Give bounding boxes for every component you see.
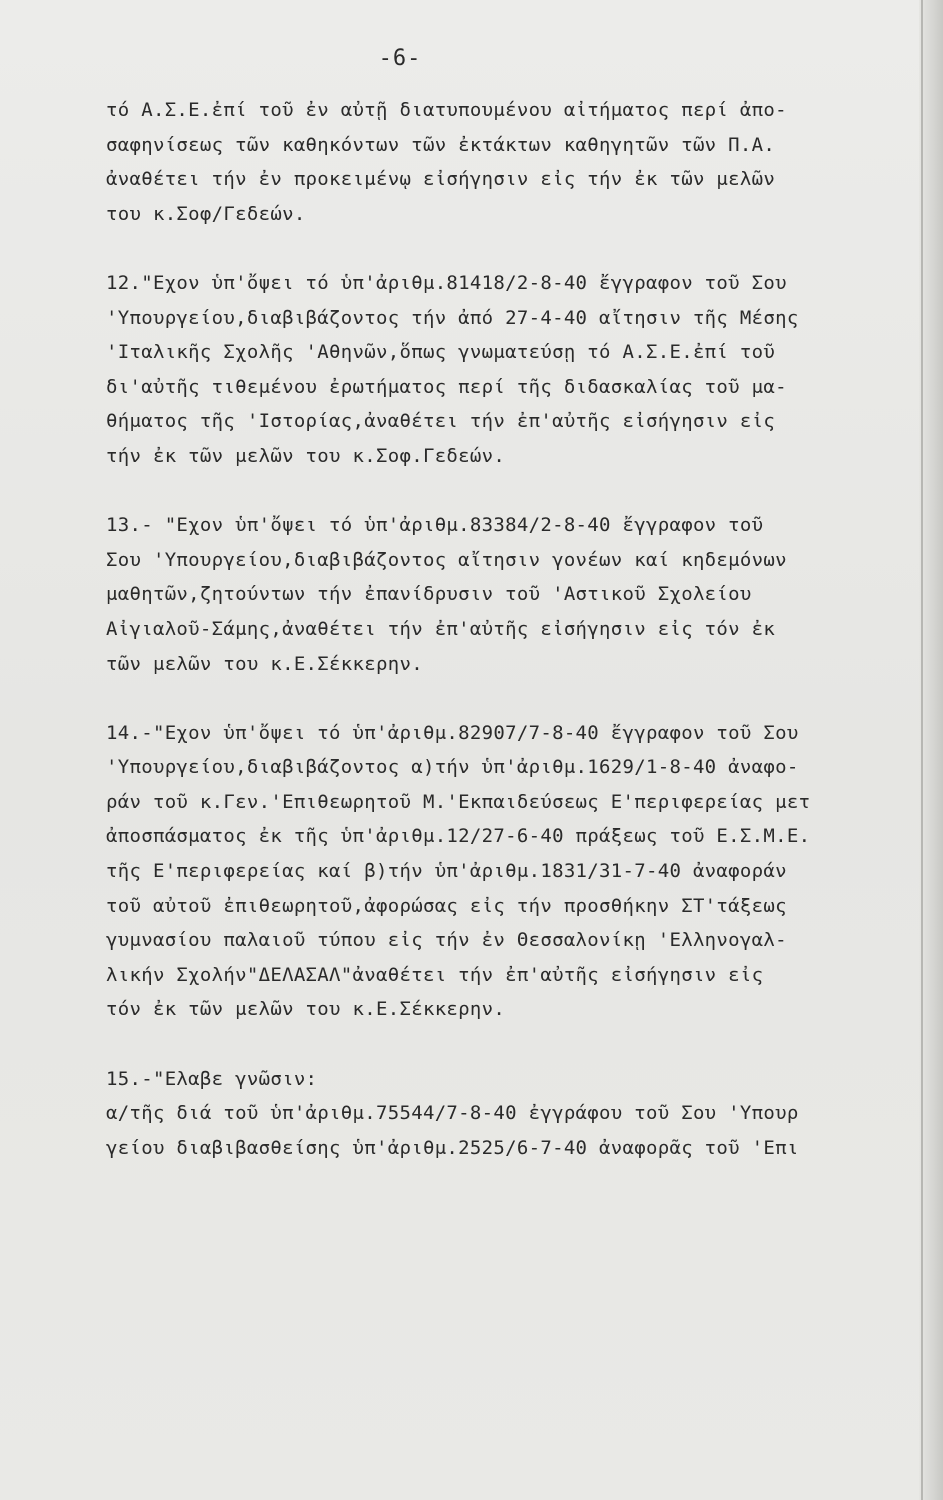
text-line: 'Υπουργείου,διαβιβάζοντος α)τήν ὑπ'ἀριθμ.1629/1-8-40 ἀναφο-	[106, 756, 799, 779]
text-line: θήματος τῆς 'Ιστορίας,ἀναθέτει τήν ἐπ'αὐτῆς εἰσήγησιν εἰς	[106, 410, 776, 433]
paragraph-gap	[106, 1027, 906, 1062]
paragraph-gap	[106, 231, 906, 266]
page-edge-line	[921, 0, 923, 1500]
text-line: ἀποσπάσματος ἐκ τῆς ὑπ'ἀριθμ.12/27-6-40 πράξεως τοῦ Ε.Σ.Μ.Ε.	[106, 825, 811, 848]
text-line: ράν τοῦ κ.Γεν.'Επιθεωρητοῦ Μ.'Εκπαιδεύσεως Ε'περιφερείας μετ	[106, 790, 811, 813]
text-line: μαθητῶν,ζητούντων τήν ἐπανίδρυσιν τοῦ 'Αστικοῦ Σχολείου	[106, 583, 752, 606]
text-line: γυμνασίου παλαιοῦ τύπου εἰς τήν ἐν Θεσσαλονίκῃ 'Ελληνογαλ-	[106, 929, 787, 952]
text-line: δι'αὐτῆς τιθεμένου ἐρωτήματος περί τῆς διδασκαλίας τοῦ μα-	[106, 375, 787, 398]
text-line: 12."Εχον ὑπ'ὄψει τό ὑπ'ἀριθμ.81418/2-8-40 ἔγγραφον τοῦ Σου	[106, 271, 787, 294]
text-line: τοῦ αὐτοῦ ἐπιθεωρητοῦ,ἀφορώσας εἰς τήν προσθήκην ΣΤ'τάξεως	[106, 894, 787, 917]
text-line: 15.-"Ελαβε γνῶσιν:	[106, 1067, 318, 1090]
text-line: λικήν Σχολήν"ΔΕΛΑΣΑΛ"ἀναθέτει τήν ἐπ'αὐτῆς εἰσήγησιν εἰς	[106, 963, 764, 986]
page-number: -6-	[378, 46, 422, 71]
typewritten-text-block	[106, 93, 906, 1165]
text-line: 'Υπουργείου,διαβιβάζοντος τήν ἀπό 27-4-40 αἴτησιν τῆς Μέσης	[106, 306, 799, 329]
text-line: τόν ἐκ τῶν μελῶν του κ.Ε.Σέκκερην.	[106, 998, 506, 1021]
text-line: τῆς Ε'περιφερείας καί β)τήν ὑπ'ἀριθμ.1831/31-7-40 ἀναφοράν	[106, 860, 787, 883]
text-line: 'Ιταλικῆς Σχολῆς 'Αθηνῶν,ὅπως γνωματεύσῃ τό Α.Σ.Ε.ἐπί τοῦ	[106, 341, 776, 364]
text-line: α/τῆς διά τοῦ ὑπ'ἀριθμ.75544/7-8-40 ἐγγράφου τοῦ Σου 'Υπουρ	[106, 1102, 799, 1125]
paragraph-gap	[106, 681, 906, 716]
text-line: τῶν μελῶν του κ.Ε.Σέκκερην.	[106, 652, 423, 675]
paragraph-gap	[106, 474, 906, 509]
text-line: σαφηνίσεως τῶν καθηκόντων τῶν ἐκτάκτων καθηγητῶν τῶν Π.Α.	[106, 133, 776, 156]
text-line: Σου 'Υπουργείου,διαβιβάζοντος αἴτησιν γονέων καί κηδεμόνων	[106, 548, 787, 571]
text-line: του κ.Σοφ/Γεδεών.	[106, 202, 306, 225]
text-line: Αἰγιαλοῦ-Σάμης,ἀναθέτει τήν ἐπ'αὐτῆς εἰσήγησιν εἰς τόν ἐκ	[106, 617, 776, 640]
text-line: 13.- "Εχον ὑπ'ὄψει τό ὑπ'ἀριθμ.83384/2-8-40 ἔγγραφον τοῦ	[106, 514, 764, 537]
text-line: τήν ἐκ τῶν μελῶν του κ.Σοφ.Γεδεών.	[106, 444, 506, 467]
text-line: γείου διαβιβασθείσης ὑπ'ἀριθμ.2525/6-7-40 ἀναφορᾶς τοῦ 'Επι	[106, 1136, 799, 1159]
text-line: 14.-"Εχον ὑπ'ὄψει τό ὑπ'ἀριθμ.82907/7-8-40 ἔγγραφον τοῦ Σου	[106, 721, 799, 744]
text-line: τό Α.Σ.Ε.ἐπί τοῦ ἐν αὐτῇ διατυπουμένου αἰτήματος περί ἀπο-	[106, 99, 787, 121]
text-line: ἀναθέτει τήν ἐν προκειμένῳ εἰσήγησιν εἰς τήν ἐκ τῶν μελῶν	[106, 168, 776, 191]
